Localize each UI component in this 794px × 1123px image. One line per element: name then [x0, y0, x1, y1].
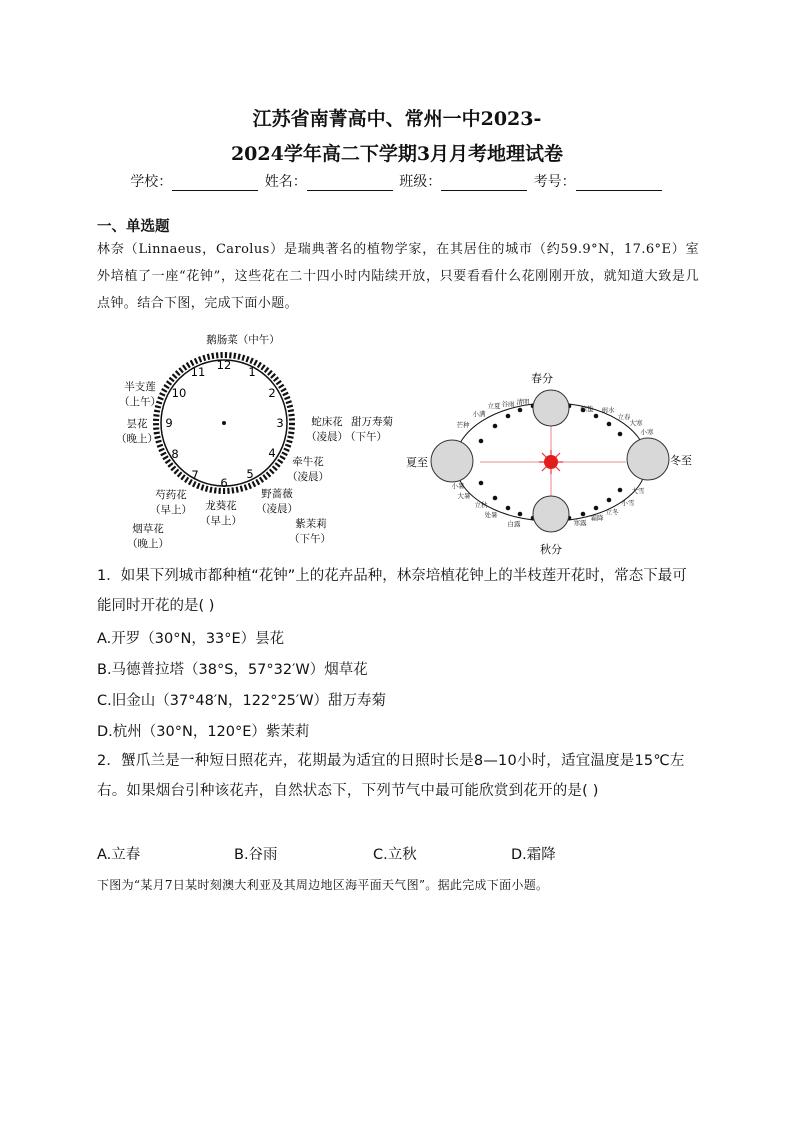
flower-label: 野蔷薇	[261, 488, 293, 500]
section-heading: 一、单选题	[97, 219, 170, 235]
flower-label: （下午）	[289, 533, 331, 545]
number-label: 考号：	[533, 174, 576, 190]
clock-number: 9	[165, 416, 173, 430]
flower-label: 龙葵花	[205, 500, 237, 512]
clock-number: 2	[268, 386, 276, 400]
flower-clock-figure	[110, 326, 420, 552]
solar-term-label: 大雪	[631, 487, 645, 495]
clock-number: 8	[171, 447, 179, 461]
flower-label: （凌晨）	[287, 471, 329, 483]
solar-term-label: 大寒	[629, 419, 643, 427]
clock-number: 5	[246, 467, 254, 481]
class-blank	[441, 176, 527, 191]
solar-term-label: 处暑	[484, 511, 498, 519]
solar-term-label: 白露	[507, 520, 521, 528]
solar-term-label: 芒种	[456, 421, 470, 429]
sun-icon	[544, 455, 558, 469]
flower-label: 芍药花	[155, 489, 187, 501]
reading-passage: 林奈（Linnaeus，Carolus）是瑞典著名的植物学家，在其居住的城市（约59.9°N，17.6°E）室外培植了一座“花钟”，这些花在二十四小时内陆续开放，只要看看什么花刚刚开放，就知道大致是几点钟。结合下图，完成下面小题。	[97, 242, 699, 311]
solar-term-label: 立夏	[487, 402, 501, 410]
solar-term-label: 雨水	[601, 406, 615, 414]
season-label: 春分	[531, 372, 553, 385]
clock-number: 7	[191, 468, 199, 482]
q2-option-d: D.霜降	[511, 847, 556, 863]
flower-label: （早上）	[200, 515, 242, 527]
question-2-stem: 2．蟹爪兰是一种短日照花卉，花期最为适宜的日照时长是8—10小时，适宜温度是15℃左右。如果烟台引种该花卉，自然状态下，下列节气中最可能欣赏到花开的是( )	[97, 753, 685, 799]
solar-term-label: 谷雨	[501, 400, 515, 408]
student-info-row	[0, 171, 794, 191]
flower-label: （晚上）	[116, 433, 158, 445]
flower-label: （早上）	[150, 504, 192, 516]
solar-term-label: 立秋	[474, 501, 488, 509]
solar-term-label: 小寒	[640, 428, 654, 436]
solar-term-label: 惊蛰	[580, 405, 594, 413]
q1-option-d: D.杭州（30°N，120°E）紫茉莉	[97, 724, 310, 740]
solar-term-label: 小满	[472, 410, 486, 418]
solar-term-label: 立冬	[605, 508, 619, 516]
clock-number: 10	[171, 386, 187, 400]
q1-option-c: C.旧金山（37°48′N，122°25′W）甜万寿菊	[97, 693, 387, 709]
season-label: 夏至	[406, 456, 428, 469]
solar-term-label: 立春	[617, 413, 631, 421]
flower-label: 烟草花	[132, 523, 164, 535]
flower-label: （上午）	[119, 396, 161, 408]
clock-number: 3	[276, 416, 284, 430]
clock-number: 12	[216, 358, 232, 372]
solar-term-label: 清明	[516, 398, 530, 406]
season-label: 秋分	[540, 543, 562, 556]
clock-number: 11	[190, 365, 206, 379]
flower-label: 鹅肠菜（中午）	[206, 334, 280, 346]
q1-option-b: B.马德普拉塔（38°S，57°32′W）烟草花	[97, 662, 368, 678]
clock-number: 6	[220, 476, 228, 490]
solar-term-label: 小雪	[621, 499, 635, 507]
q1-option-a: A.开罗（30°N，33°E）昙花	[97, 631, 285, 647]
flower-label: 蛇床花	[311, 416, 343, 428]
q2-option-a: A.立春	[97, 847, 141, 863]
clock-number: 4	[268, 446, 276, 460]
flower-label: 甜万寿菊	[351, 416, 393, 428]
clock-number: 1	[248, 365, 256, 379]
class-label: 班级：	[399, 174, 442, 190]
school-label: 学校：	[130, 174, 173, 190]
solar-term-label: 寒露	[573, 519, 587, 527]
clock-center-dot	[222, 421, 226, 425]
name-blank	[307, 176, 393, 191]
flower-label: （下午）	[345, 431, 387, 443]
q2-option-c: C.立秋	[373, 847, 417, 863]
q2-option-b: B.谷雨	[234, 847, 278, 863]
page-title-line2: 2024学年高二下学期3月月考地理试卷	[230, 143, 564, 165]
earth-orbit-figure	[402, 368, 702, 558]
solar-term-label: 霜降	[590, 514, 604, 522]
next-passage-intro: 下图为“某月7日某时刻澳大利亚及其周边地区海平面天气图”。据此完成下面小题。	[97, 878, 549, 892]
page-title-line1: 江苏省南菁高中、常州一中2023-	[252, 108, 542, 130]
name-label: 姓名：	[264, 174, 307, 190]
flower-label: （凌晨）	[306, 431, 348, 443]
season-label: 冬至	[670, 454, 692, 467]
flower-label: （晚上）	[127, 538, 169, 550]
flower-label: 牵牛花	[292, 456, 324, 468]
solar-term-label: 大暑	[457, 492, 471, 500]
school-blank	[172, 176, 258, 191]
flower-label: 昙花	[126, 418, 148, 430]
flower-label: 半支莲	[124, 381, 156, 393]
flower-label: 紫茉莉	[295, 518, 327, 530]
flower-label: （凌晨）	[256, 503, 298, 515]
solar-term-label: 小暑	[451, 482, 465, 490]
question-1-stem: 1．如果下列城市都种植“花钟”上的花卉品种，林奈培植花钟上的半枝莲开花时，常态下最可能同时开花的是( )	[97, 568, 687, 614]
number-blank	[576, 176, 662, 191]
